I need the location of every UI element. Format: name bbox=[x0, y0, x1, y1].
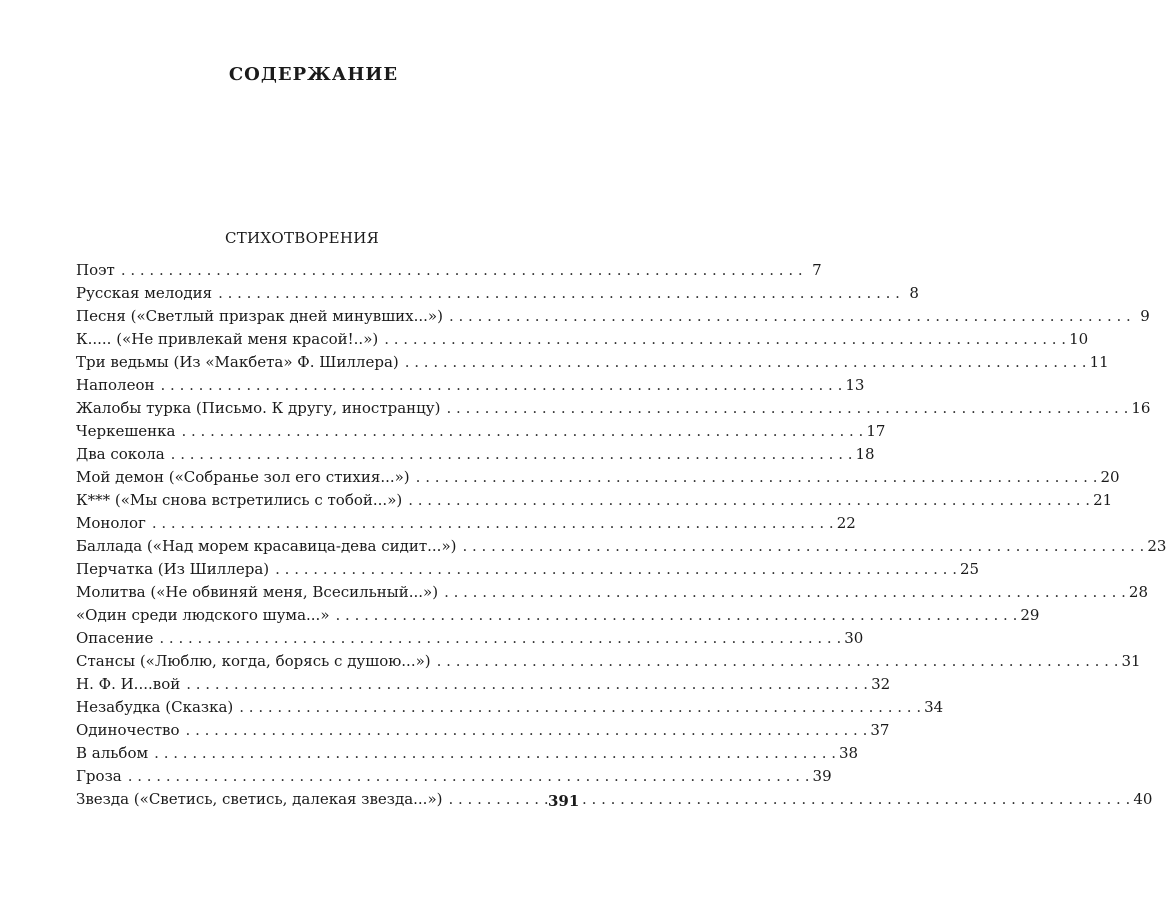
toc-entry bbox=[76, 765, 832, 788]
toc-entry-title: Баллада («Над морем красавица-дева сидит...») bbox=[76, 537, 457, 555]
toc-entry-title: Стансы («Люблю, когда, борясь с душою...») bbox=[76, 652, 431, 670]
toc-entry-title: Песня («Светлый призрак дней минувших...») bbox=[76, 307, 443, 325]
toc-entry bbox=[76, 305, 1150, 328]
toc-entry-page: 9 bbox=[1140, 307, 1150, 325]
toc-entry-title: Одиночество bbox=[76, 721, 180, 739]
toc-entry-title: Молитва («Не обвиняй меня, Всесильный...») bbox=[76, 583, 439, 601]
toc-entry-title: Гроза bbox=[76, 767, 122, 785]
toc-entry-page: 25 bbox=[959, 560, 980, 578]
toc-entry-title: Опасение bbox=[76, 629, 154, 647]
dot-leader bbox=[462, 535, 1144, 558]
dot-leader bbox=[218, 282, 900, 305]
toc-entry-page: 17 bbox=[866, 422, 886, 440]
toc-entry bbox=[76, 328, 1089, 351]
dot-leader bbox=[128, 765, 810, 788]
dot-leader bbox=[336, 604, 1018, 627]
toc-entry-title: Три ведьмы (Из «Макбета» Ф. Шиллера) bbox=[76, 353, 399, 371]
dot-leader bbox=[239, 696, 921, 719]
toc-entry-page: 18 bbox=[855, 445, 875, 463]
toc-entry bbox=[76, 742, 859, 765]
toc-entry bbox=[76, 512, 856, 535]
toc-entry-title: К*** («Мы снова встретились с тобой...») bbox=[76, 491, 403, 509]
toc-entry-page: 31 bbox=[1121, 652, 1141, 670]
toc-entry-title: Жалобы турка (Письмо. К другу, иностранцу) bbox=[76, 399, 441, 417]
dot-leader bbox=[186, 719, 868, 742]
toc-entry-page: 39 bbox=[812, 767, 832, 785]
dot-leader bbox=[447, 397, 1129, 420]
toc-entry-page: 29 bbox=[1020, 606, 1040, 624]
toc-entry-page: 10 bbox=[1069, 330, 1089, 348]
toc-entry bbox=[76, 351, 1109, 374]
toc-entry-page: 37 bbox=[870, 721, 890, 739]
dot-leader bbox=[408, 489, 1090, 512]
toc-entry-page: 21 bbox=[1093, 491, 1113, 509]
toc-entry-title: Звезда («Светись, светись, далекая звезда...») bbox=[76, 790, 443, 808]
toc-entry-page: 13 bbox=[845, 376, 865, 394]
toc-entry-title: В альбом bbox=[76, 744, 149, 762]
toc-entry-page: 28 bbox=[1128, 583, 1148, 601]
toc-entry bbox=[76, 397, 1151, 420]
toc-entry-title: Незабудка (Сказка) bbox=[76, 698, 234, 716]
toc-entry-page: 8 bbox=[909, 284, 919, 302]
page-number: 391 bbox=[548, 792, 580, 810]
dot-leader bbox=[152, 512, 834, 535]
toc-entry-title: Монолог bbox=[76, 514, 146, 532]
toc-entry-page: 16 bbox=[1131, 399, 1151, 417]
toc-entry-title: Два сокола bbox=[76, 445, 165, 463]
toc-entry-page: 30 bbox=[844, 629, 864, 647]
toc-entry-page: 40 bbox=[1133, 790, 1153, 808]
toc-entry bbox=[76, 443, 875, 466]
toc-entry bbox=[76, 673, 891, 696]
toc-entry bbox=[76, 466, 1120, 489]
toc-entry bbox=[76, 581, 1148, 604]
toc-entry-title: Черкешенка bbox=[76, 422, 176, 440]
toc-entry bbox=[76, 696, 944, 719]
toc-entry-page: 22 bbox=[836, 514, 856, 532]
dot-leader bbox=[405, 351, 1087, 374]
dot-leader bbox=[121, 259, 803, 282]
dot-leader bbox=[384, 328, 1066, 351]
toc-entry bbox=[76, 627, 864, 650]
toc-entry-title: Н. Ф. И....вой bbox=[76, 675, 181, 693]
toc-entry-page: 11 bbox=[1089, 353, 1109, 371]
toc-entry bbox=[76, 420, 886, 443]
dot-leader bbox=[171, 443, 853, 466]
toc-entry bbox=[76, 489, 1113, 512]
dot-leader bbox=[449, 305, 1131, 328]
toc-entry-title: К..... («Не привлекай меня красой!..») bbox=[76, 330, 379, 348]
toc-entry-page: 7 bbox=[812, 261, 822, 279]
toc-entry-page: 34 bbox=[924, 698, 944, 716]
toc-entry-title: Мой демон («Собранье зол его стихия...») bbox=[76, 468, 410, 486]
toc-entry-page: 23 bbox=[1147, 537, 1166, 555]
dot-leader bbox=[181, 420, 863, 443]
toc-entry-title: Поэт bbox=[76, 261, 115, 279]
toc-entry bbox=[76, 604, 1040, 627]
toc-entry bbox=[76, 282, 919, 305]
dot-leader bbox=[416, 466, 1098, 489]
toc-entry-page: 38 bbox=[839, 744, 859, 762]
toc-entry-title: Наполеон bbox=[76, 376, 155, 394]
dot-leader bbox=[275, 558, 957, 581]
dot-leader bbox=[444, 581, 1126, 604]
toc-entry bbox=[76, 535, 1166, 558]
toc-entry bbox=[76, 719, 890, 742]
section-title: СТИХОТВОРЕНИЯ bbox=[224, 229, 380, 247]
toc-entry-page: 20 bbox=[1100, 468, 1120, 486]
dot-leader bbox=[159, 627, 841, 650]
dot-leader bbox=[186, 673, 868, 696]
toc-entry-title: Русская мелодия bbox=[76, 284, 213, 302]
dot-leader bbox=[161, 374, 843, 397]
toc-entry bbox=[76, 374, 865, 397]
dot-leader bbox=[154, 742, 836, 765]
toc-entry-page: 32 bbox=[871, 675, 891, 693]
dot-leader bbox=[437, 650, 1119, 673]
toc-entry bbox=[76, 259, 822, 282]
toc-entry-title: «Один среди людского шума...» bbox=[76, 606, 330, 624]
page-title: СОДЕРЖАНИЕ bbox=[228, 64, 399, 85]
toc-entry-title: Перчатка (Из Шиллера) bbox=[76, 560, 270, 578]
toc-entry bbox=[76, 650, 1141, 673]
toc-entry bbox=[76, 558, 980, 581]
